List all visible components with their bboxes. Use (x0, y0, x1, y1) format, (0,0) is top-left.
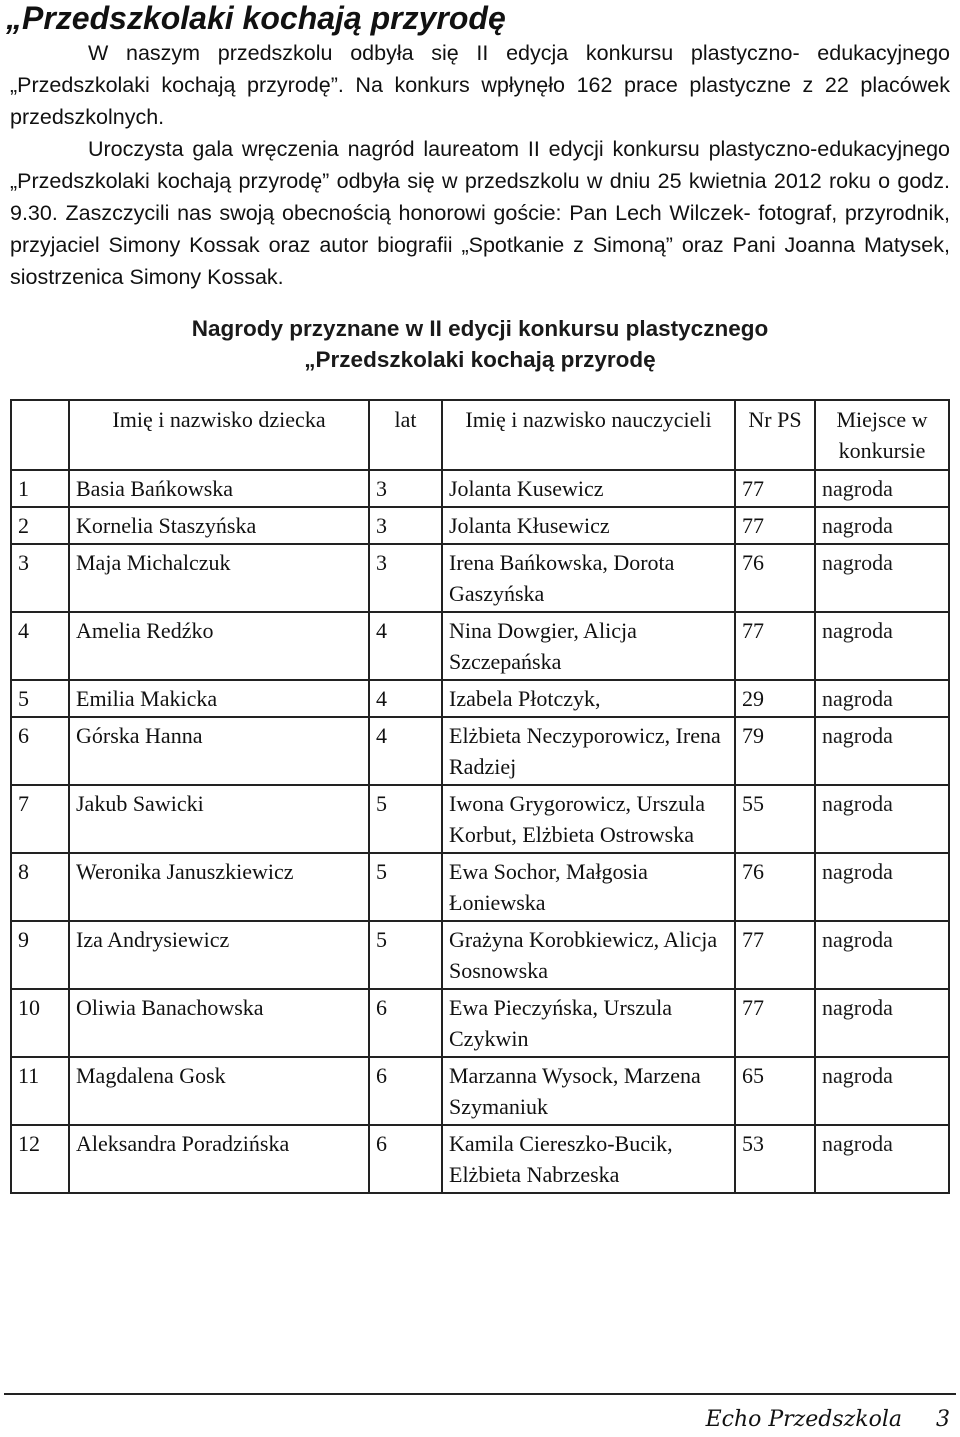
header-place: Miejsce w konkursie (815, 400, 949, 470)
cell-teacher-names: Iwona Grygorowicz, Urszula Korbut, Elżbieta Ostrowska (442, 785, 735, 853)
cell-age: 5 (369, 785, 442, 853)
table-heading-line-1: Nagrody przyznane w II edycji konkursu plastycznego (191, 316, 769, 341)
cell-no: 6 (11, 717, 69, 785)
cell-ps-number: 79 (735, 717, 815, 785)
cell-ps-number: 29 (735, 680, 815, 717)
footer-divider (4, 1393, 956, 1395)
table-row (11, 717, 949, 785)
cell-child-name: Iza Andrysiewicz (69, 921, 369, 989)
cell-no: 8 (11, 853, 69, 921)
article-title: „Przedszkolaki kochają przyrodę (6, 0, 506, 36)
cell-ps-number: 77 (735, 470, 815, 507)
cell-age: 6 (369, 1125, 442, 1193)
cell-teacher-names: Ewa Sochor, Małgosia Łoniewska (442, 853, 735, 921)
header-age: lat (369, 400, 442, 470)
table-header-row (11, 400, 949, 470)
cell-place: nagroda (815, 717, 949, 785)
cell-teacher-names: Kamila Ciereszko-Bucik, Elżbieta Nabrzeska (442, 1125, 735, 1193)
table-row (11, 544, 949, 612)
cell-age: 5 (369, 921, 442, 989)
table-row (11, 989, 949, 1057)
cell-age: 6 (369, 989, 442, 1057)
cell-child-name: Magdalena Gosk (69, 1057, 369, 1125)
table-row (11, 612, 949, 680)
cell-teacher-names: Izabela Płotczyk, (442, 680, 735, 717)
cell-age: 3 (369, 507, 442, 544)
cell-age: 3 (369, 544, 442, 612)
cell-place: nagroda (815, 507, 949, 544)
cell-child-name: Jakub Sawicki (69, 785, 369, 853)
cell-ps-number: 77 (735, 507, 815, 544)
cell-ps-number: 77 (735, 921, 815, 989)
cell-age: 4 (369, 612, 442, 680)
table-row (11, 507, 949, 544)
table-row (11, 1125, 949, 1193)
publication-name: Echo Przedszkola (705, 1407, 902, 1432)
cell-age: 3 (369, 470, 442, 507)
table-heading (0, 313, 960, 375)
cell-child-name: Górska Hanna (69, 717, 369, 785)
table-row (11, 785, 949, 853)
prizes-table (10, 399, 950, 1194)
cell-no: 11 (11, 1057, 69, 1125)
cell-age: 6 (369, 1057, 442, 1125)
cell-no: 4 (11, 612, 69, 680)
cell-place: nagroda (815, 612, 949, 680)
cell-teacher-names: Grażyna Korobkiewicz, Alicja Sosnowska (442, 921, 735, 989)
cell-no: 9 (11, 921, 69, 989)
cell-place: nagroda (815, 470, 949, 507)
cell-child-name: Maja Michalczuk (69, 544, 369, 612)
cell-place: nagroda (815, 785, 949, 853)
cell-child-name: Kornelia Staszyńska (69, 507, 369, 544)
cell-teacher-names: Nina Dowgier, Alicja Szczepańska (442, 612, 735, 680)
header-child-name: Imię i nazwisko dziecka (69, 400, 369, 470)
cell-age: 5 (369, 853, 442, 921)
cell-child-name: Basia Bańkowska (69, 470, 369, 507)
header-no (11, 400, 69, 470)
cell-ps-number: 55 (735, 785, 815, 853)
table-row (11, 853, 949, 921)
table-row (11, 680, 949, 717)
cell-child-name: Amelia Redźko (69, 612, 369, 680)
cell-no: 1 (11, 470, 69, 507)
cell-ps-number: 77 (735, 989, 815, 1057)
cell-ps-number: 76 (735, 853, 815, 921)
header-ps-number: Nr PS (735, 400, 815, 470)
table-body (11, 470, 949, 1193)
cell-place: nagroda (815, 544, 949, 612)
cell-ps-number: 53 (735, 1125, 815, 1193)
cell-no: 12 (11, 1125, 69, 1193)
page-footer (706, 1407, 950, 1433)
cell-teacher-names: Elżbieta Neczyporowicz, Irena Radziej (442, 717, 735, 785)
cell-place: nagroda (815, 853, 949, 921)
table-heading-line-2: „Przedszkolaki kochają przyrodę (304, 347, 656, 372)
cell-place: nagroda (815, 989, 949, 1057)
page-number: 3 (936, 1407, 950, 1432)
cell-age: 4 (369, 717, 442, 785)
intro-paragraph-2: Uroczysta gala wręczenia nagród laureatom II edycji konkursu plastyczno-edukacyjnego „Przedszkolaki kochają przyrodę” odbyła się w przedszkolu w dniu 25 kwietnia 2012 roku o godz. 9.30. Zaszczycili nas swoją obecnością honorowi goście: Pan Lech Wilczek- fotograf, przyrodnik, przyjaciel Simony Kossak oraz autor biografii „Spotkanie z Simoną” oraz Pani Joanna Matysek, siostrzenica Simony Kossak. (10, 137, 950, 289)
cell-child-name: Emilia Makicka (69, 680, 369, 717)
cell-child-name: Aleksandra Poradzińska (69, 1125, 369, 1193)
cell-ps-number: 65 (735, 1057, 815, 1125)
cell-place: nagroda (815, 1125, 949, 1193)
cell-child-name: Oliwia Banachowska (69, 989, 369, 1057)
cell-place: nagroda (815, 921, 949, 989)
article-intro (10, 37, 950, 293)
cell-place: nagroda (815, 1057, 949, 1125)
cell-ps-number: 77 (735, 612, 815, 680)
cell-teacher-names: Jolanta Kusewicz (442, 470, 735, 507)
cell-teacher-names: Jolanta Kłusewicz (442, 507, 735, 544)
cell-teacher-names: Irena Bańkowska, Dorota Gaszyńska (442, 544, 735, 612)
cell-no: 3 (11, 544, 69, 612)
cell-no: 7 (11, 785, 69, 853)
table-row (11, 921, 949, 989)
table-row (11, 470, 949, 507)
table-row (11, 1057, 949, 1125)
cell-child-name: Weronika Januszkiewicz (69, 853, 369, 921)
header-teacher-names: Imię i nazwisko nauczycieli (442, 400, 735, 470)
cell-age: 4 (369, 680, 442, 717)
cell-no: 2 (11, 507, 69, 544)
cell-no: 5 (11, 680, 69, 717)
cell-teacher-names: Ewa Pieczyńska, Urszula Czykwin (442, 989, 735, 1057)
cell-ps-number: 76 (735, 544, 815, 612)
cell-teacher-names: Marzanna Wysock, Marzena Szymaniuk (442, 1057, 735, 1125)
intro-paragraph-1: W naszym przedszkolu odbyła się II edycja konkursu plastyczno- edukacyjnego „Przedszkolaki kochają przyrodę”. Na konkurs wpłynęło 162 prace plastyczne z 22 placówek przedszkolnych. (10, 41, 950, 129)
cell-place: nagroda (815, 680, 949, 717)
cell-no: 10 (11, 989, 69, 1057)
